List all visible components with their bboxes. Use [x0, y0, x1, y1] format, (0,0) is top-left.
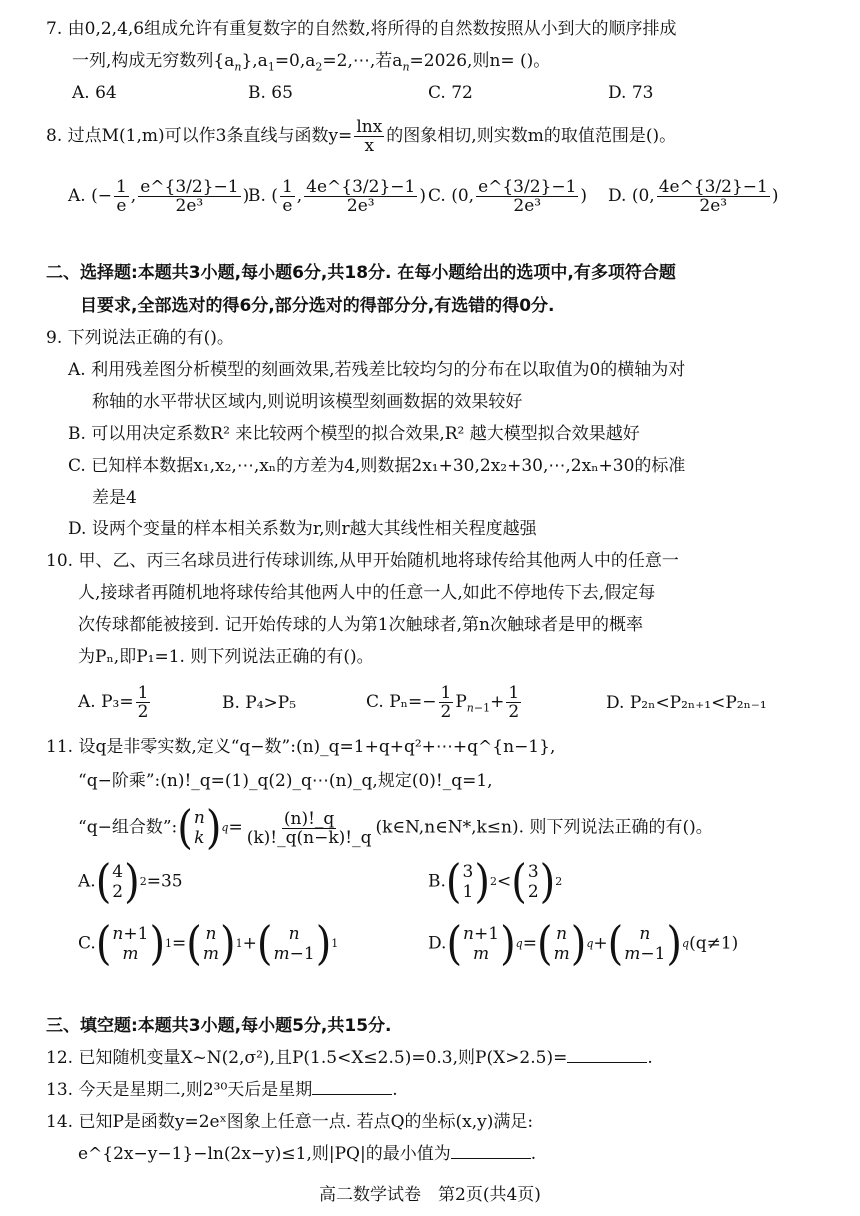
q10-option-d: D. P₂ₙ<P₂ₙ₊₁<P₂ₙ₋₁	[606, 693, 767, 713]
q10-option-a: A. P₃= $\frac{1}{2}$	[78, 683, 149, 722]
q11-line2: “q−阶乘”:(n)!_q=(1)_q(2)_q⋯(n)_q,规定(0)!_q=1,	[78, 771, 493, 791]
q11-option-b: B. ( 3 1 ) 2 < ( 3 2 ) 2	[428, 855, 563, 909]
q7-option-a: A. 64	[72, 83, 117, 103]
q13: 13. 今天是星期二,则2³⁰天后是星期 .	[46, 1080, 398, 1100]
q14-line2: e^{2x−y−1}−ln(2x−y)≤1,则|PQ|的最小值为 .	[78, 1144, 537, 1164]
q10-line1: 10. 甲、乙、丙三名球员进行传球训练,从甲开始随机地将球传给其他两人中的任意一	[46, 551, 679, 571]
q7-option-d: D. 73	[608, 83, 654, 103]
q9-option-a-line1: A. 利用残差图分析模型的刻画效果,若残差比较均匀的分布在以取值为0的横轴为对	[68, 360, 686, 380]
q8-option-d: D. (0, $\frac{4e\^{}\{3/2\}-1}{\text{2e³}}$ )	[608, 177, 779, 216]
q11-option-d: D. ( n+1 m ) q = ( n m ) q + ( n m−1 ) q (q≠1)	[428, 917, 739, 971]
page-footer: 高二数学试卷 第2页(共4页)	[319, 1185, 541, 1205]
section3-heading: 三、填空题:本题共3小题,每小题5分,共15分.	[46, 1016, 392, 1036]
q12-answer-blank[interactable]	[567, 1048, 647, 1063]
q7-option-b: B. 65	[248, 83, 293, 103]
q8-option-c: C. (0, $\frac{e\^{}\{3/2\}-1}{\text{2e³}}$ )	[428, 177, 588, 216]
q11-option-a: A. ( 4 2 ) 2 =35	[78, 855, 183, 909]
q9-option-a-line2: 称轴的水平带状区域内,则说明该模型刻画数据的效果较好	[92, 392, 523, 412]
q12: 12. 已知随机变量X~N(2,σ²),且P(1.5<X≤2.5)=0.3,则P(X>2.5)= .	[46, 1048, 653, 1068]
q8-stem: 8. 过点M(1,m)可以作3条直线与函数y= $\frac{\ln x}{x}$ 的图象相切,则实数m的取值范围是()。	[46, 117, 677, 156]
section2-heading-line1: 二、选择题:本题共3小题,每小题6分,共18分. 在每小题给出的选项中,有多项符合题	[46, 263, 676, 283]
q10-option-b: B. P₄>P₅	[222, 693, 297, 713]
q10-option-c: C. Pₙ=− $\frac{1}{2}$ $P_{n-1}+$ $\frac{1}{2}$	[366, 683, 520, 722]
q9-option-d: D. 设两个变量的样本相关系数为r,则r越大其线性相关程度越强	[68, 519, 537, 539]
q9-option-c-line2: 差是4	[92, 488, 137, 508]
q7-line1: 7. 由0,2,4,6组成允许有重复数字的自然数,将所得的自然数按照从小到大的顺序排成	[46, 19, 677, 39]
q11-option-c: C. ( n+1 m ) 1 = ( n m ) 1 + ( n m−1 ) 1	[78, 917, 339, 971]
q13-answer-blank[interactable]	[312, 1080, 392, 1095]
q10-line4: 为Pₙ,即P₁=1. 则下列说法正确的有()。	[78, 647, 374, 667]
q8-option-b: B. ( $\frac{1}{e}$ , $\frac{4e\^{}\{3/2\}-1}{\text{2e³}}$ )	[248, 177, 426, 216]
q8-option-a: A. (− $\frac{1}{e}$ , $\frac{e\^{}\{3/2\}-1}{\text{2e³}}$ )	[68, 177, 250, 216]
q11-line1: 11. 设q是非零实数,定义“q−数”:(n)_q=1+q+q²+⋯+q^{n−1},	[46, 737, 556, 757]
q11-line3: “q−组合数”: ( n k ) q = $\frac{(n)!\_q}{(k)!\_q(n-k)!\_q}$ (k∈N,n∈N*,k≤n). 则下列说法正确的有()。	[78, 801, 713, 855]
q10-line3: 次传球都能被接到. 记开始传球的人为第1次触球者,第n次触球者是甲的概率	[78, 615, 643, 635]
q14-line1: 14. 已知P是函数y=2eˣ图象上任意一点. 若点Q的坐标(x,y)满足:	[46, 1112, 534, 1132]
q7-option-c: C. 72	[428, 83, 473, 103]
q9-option-b: B. 可以用决定系数R² 来比较两个模型的拟合效果,R² 越大模型拟合效果越好	[68, 424, 640, 444]
q9-option-c-line1: C. 已知样本数据x₁,x₂,⋯,xₙ的方差为4,则数据2x₁+30,2x₂+30,⋯,2xₙ+30的标准	[68, 456, 686, 476]
q9-stem: 9. 下列说法正确的有()。	[46, 328, 234, 348]
q14-answer-blank[interactable]	[451, 1144, 531, 1159]
q10-line2: 人,接球者再随机地将球传给其他两人中的任意一人,如此不停地传下去,假定每	[78, 583, 656, 603]
q7-line2: 一列,构成无穷数列$\{a_n\},a_1=0,a_2=2,\cdots$,若$a_n=2026$,则n= ()。	[72, 51, 551, 74]
section2-heading-line2: 目要求,全部选对的得6分,部分选对的得部分分,有选错的得0分.	[80, 296, 555, 316]
